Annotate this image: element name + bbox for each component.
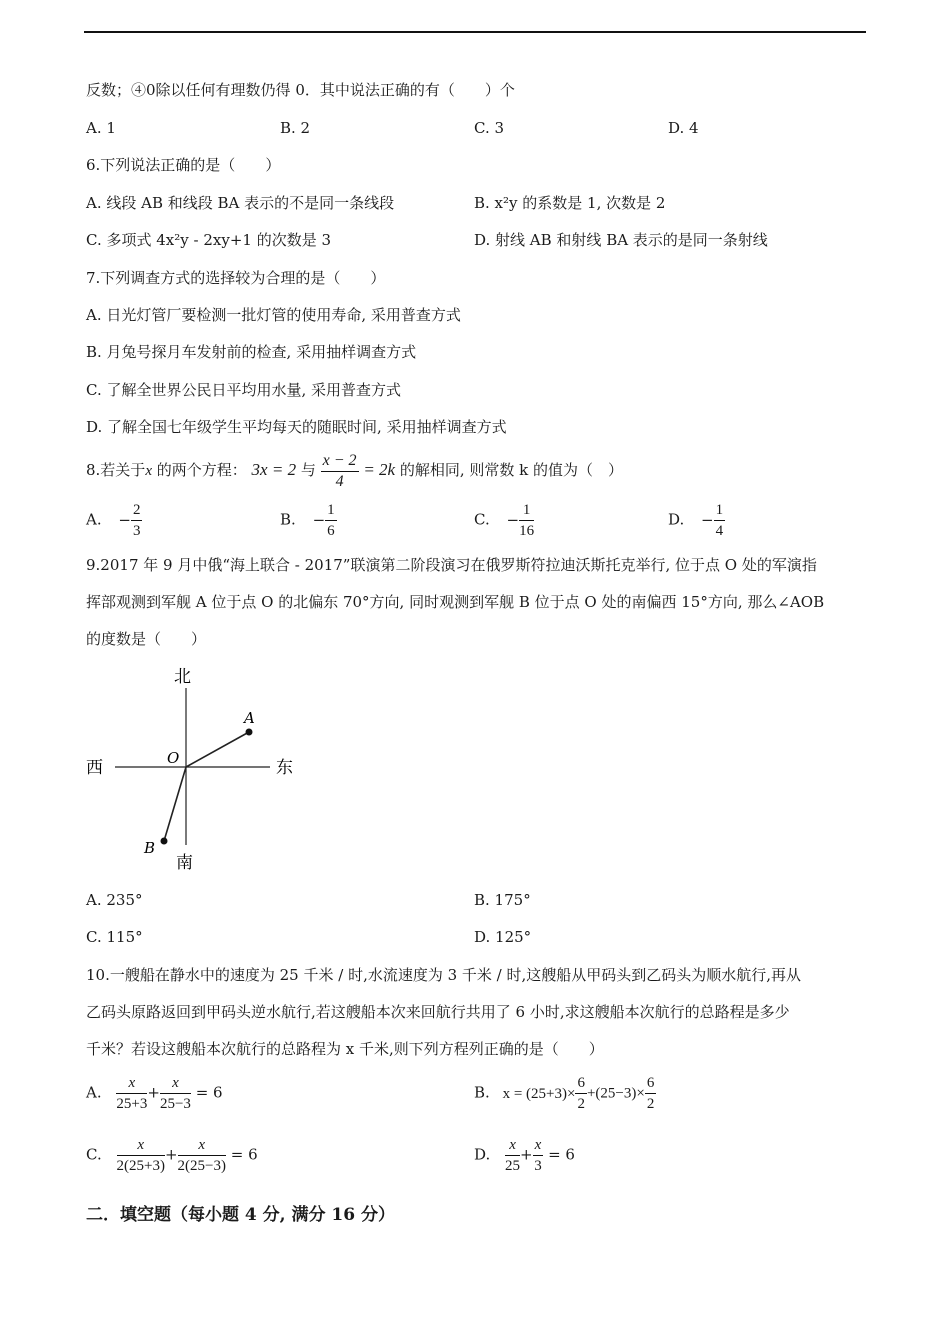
q10-stem-line-2: 乙码头原路返回到甲码头逆水航行,若这艘船本次来回航行共用了 6 小时,求这艘船本次航行的总路程是多少 — [86, 1003, 790, 1021]
q10-option-d-rhs: = 6 — [548, 1145, 575, 1164]
q10-option-a-label: A. — [86, 1083, 102, 1102]
q8-option-d — [668, 500, 725, 541]
q9-option-a: A. 235° — [86, 891, 143, 909]
q9-option-b: B. 175° — [474, 891, 531, 909]
q10-option-a-fraction-1 — [116, 1073, 147, 1114]
q10-option-d-fraction-2 — [533, 1135, 544, 1176]
q10-option-a-plus: + — [147, 1083, 160, 1102]
q10-option-a — [86, 1073, 223, 1114]
q10-option-b — [474, 1073, 656, 1114]
ray-oa — [186, 732, 249, 767]
q8-option-b-label: B. — [280, 510, 296, 529]
q8-fraction-denominator: 4 — [335, 472, 344, 490]
q8-option-c-sign: − — [506, 510, 520, 529]
q6-option-a: A. 线段 AB 和线段 BA 表示的不是同一条线段 — [86, 194, 395, 212]
q7-option-d: D. 了解全国七年级学生平均每天的随眠时间, 采用抽样调查方式 — [86, 418, 507, 436]
q5-option-d: D. 4 — [668, 119, 699, 137]
q10-option-d-fraction-1 — [505, 1135, 520, 1176]
q10-option-d — [474, 1135, 575, 1176]
q10-option-d-label: D. — [474, 1145, 491, 1164]
q5-option-b: B. 2 — [280, 119, 311, 137]
q8-option-b-fraction — [325, 500, 337, 541]
q10-option-d-den-1: 25 — [505, 1158, 521, 1174]
q8-option-b — [280, 500, 337, 541]
q10-option-d-num-2: x — [533, 1135, 544, 1156]
q6-option-b: B. x²y 的系数是 1, 次数是 2 — [474, 194, 666, 212]
q10-option-c-den-1: 2(25+3) — [116, 1158, 165, 1174]
q5-stem-tail: 反数；④0除以任何有理数仍得 0．其中说法正确的有（ ）个 — [86, 81, 515, 99]
q10-option-b-mid: +(25−3)× — [586, 1085, 645, 1102]
q10-option-c-fraction-1 — [117, 1135, 165, 1176]
q10-option-b-lhs: x = (25+3)× — [502, 1085, 576, 1102]
label-b: B — [144, 839, 156, 857]
q8-option-a — [86, 500, 142, 541]
q7-stem: 7.下列调查方式的选择较为合理的是（ ） — [86, 269, 386, 287]
q10-option-a-den-1: 25+3 — [116, 1096, 148, 1112]
q9-stem-line-1: 9.2017 年 9 月中俄“海上联合 - 2017”联演第二阶段演习在俄罗斯符拉迪沃斯托克举行, 位于点 O 处的军演指 — [86, 556, 817, 574]
q8-fraction — [321, 451, 359, 492]
q10-option-a-num-1: x — [116, 1073, 147, 1094]
q10-option-a-fraction-2 — [160, 1073, 191, 1114]
q10-option-c-fraction-2 — [178, 1135, 226, 1176]
q10-option-c-num-1: x — [117, 1135, 165, 1156]
q8-option-a-label: A. — [86, 510, 102, 529]
label-north: 北 — [174, 667, 191, 687]
label-a: A — [244, 709, 255, 727]
q10-option-b-fraction-2 — [645, 1073, 657, 1114]
q6-stem: 6.下列说法正确的是（ ） — [86, 156, 281, 174]
q10-option-b-den-1: 2 — [577, 1096, 585, 1112]
q8-option-a-sign: − — [118, 510, 131, 529]
q5-option-c: C. 3 — [474, 119, 505, 137]
q7-option-c: C. 了解全世界公民日平均用水量, 采用普查方式 — [86, 381, 402, 399]
q10-option-a-num-2: x — [160, 1073, 191, 1094]
q10-option-b-fraction-1 — [575, 1073, 587, 1114]
q9-stem-line-2: 挥部观测到军舰 A 位于点 O 的北偏东 70°方向, 同时观测到军舰 B 位于点 O 处的南偏西 15°方向, 那么∠AOB — [86, 593, 825, 611]
q8-with: 与 — [296, 461, 321, 479]
q8-suffix: 的解相同, 则常数 k 的值为（ ） — [395, 461, 624, 479]
q10-option-d-plus: + — [520, 1145, 533, 1164]
q8-prefix: 8.若关于 — [86, 461, 146, 479]
q10-option-c-label: C. — [86, 1145, 102, 1164]
header-rule — [84, 31, 866, 33]
q10-stem-line-1: 10.一艘船在静水中的速度为 25 千米 / 时,水流速度为 3 千米 / 时,这艘船从甲码头到乙码头为顺水航行,再从 — [86, 966, 802, 984]
q7-option-b: B. 月兔号探月车发射前的检查, 采用抽样调查方式 — [86, 343, 417, 361]
q8-fraction-numerator: x − 2 — [321, 451, 359, 472]
label-south: 南 — [176, 853, 193, 873]
q10-option-a-rhs: = 6 — [195, 1083, 223, 1102]
q10-option-b-num-2: 6 — [645, 1073, 657, 1094]
label-west: 西 — [86, 758, 103, 778]
q8-option-d-den: 4 — [715, 523, 724, 539]
q8-stem — [86, 450, 623, 492]
q8-option-c-label: C. — [474, 510, 490, 529]
q9-option-c: C. 115° — [86, 928, 143, 946]
point-a-dot — [246, 729, 253, 736]
q10-option-a-den-2: 25−3 — [159, 1096, 191, 1112]
q8-option-b-num: 1 — [325, 500, 337, 521]
q10-option-b-num-1: 6 — [575, 1073, 587, 1094]
section-2-heading: 二．填空题（每小题 4 分, 满分 16 分） — [86, 1205, 395, 1225]
q10-option-c — [86, 1135, 258, 1176]
q6-option-d: D. 射线 AB 和射线 BA 表示的是同一条射线 — [474, 231, 768, 249]
q10-option-d-num-1: x — [505, 1135, 520, 1156]
label-o: O — [167, 749, 180, 767]
q8-option-c — [474, 500, 534, 541]
q10-option-c-num-2: x — [178, 1135, 226, 1156]
q8-option-c-den: 16 — [519, 523, 535, 539]
q8-option-d-sign: − — [701, 510, 714, 529]
q8-option-a-den: 3 — [132, 523, 141, 539]
q9-option-d: D. 125° — [474, 928, 532, 946]
q10-option-b-den-2: 2 — [646, 1096, 655, 1112]
q9-stem-line-3: 的度数是（ ） — [86, 630, 207, 648]
q6-option-c: C. 多项式 4x²y - 2xy+1 的次数是 3 — [86, 231, 332, 249]
q7-option-a: A. 日光灯管厂要检测一批灯管的使用寿命, 采用普查方式 — [86, 306, 461, 324]
q10-stem-line-3: 千米？若设这艘船本次航行的总路程为 x 千米,则下列方程列正确的是（ ） — [86, 1040, 604, 1058]
q8-option-c-fraction — [519, 500, 534, 541]
q10-option-d-den-2: 3 — [534, 1158, 542, 1174]
q8-variable: x — [145, 463, 152, 479]
q10-option-c-den-2: 2(25−3) — [177, 1158, 226, 1174]
q8-option-a-num: 2 — [131, 500, 143, 521]
q8-option-d-fraction — [714, 500, 726, 541]
q8-option-a-fraction — [131, 500, 143, 541]
q8-option-d-num: 1 — [714, 500, 726, 521]
q9-compass-figure — [80, 660, 320, 880]
q10-option-c-plus: + — [164, 1145, 178, 1164]
q10-option-c-rhs: = 6 — [230, 1145, 258, 1164]
q10-option-b-label: B. — [474, 1083, 490, 1102]
q8-option-b-den: 6 — [327, 523, 335, 539]
q8-equation-1: 3x = 2 — [251, 460, 297, 479]
q8-option-d-label: D. — [668, 510, 685, 529]
q8-option-b-sign: − — [312, 510, 326, 529]
q8-option-c-num: 1 — [519, 500, 534, 521]
point-b-dot — [161, 838, 168, 845]
q5-option-a: A. 1 — [86, 119, 116, 137]
q8-equation-2-rhs: = 2k — [363, 460, 396, 479]
ray-ob — [164, 767, 186, 841]
q8-mid: 的两个方程： — [151, 461, 247, 479]
label-east: 东 — [276, 758, 293, 778]
